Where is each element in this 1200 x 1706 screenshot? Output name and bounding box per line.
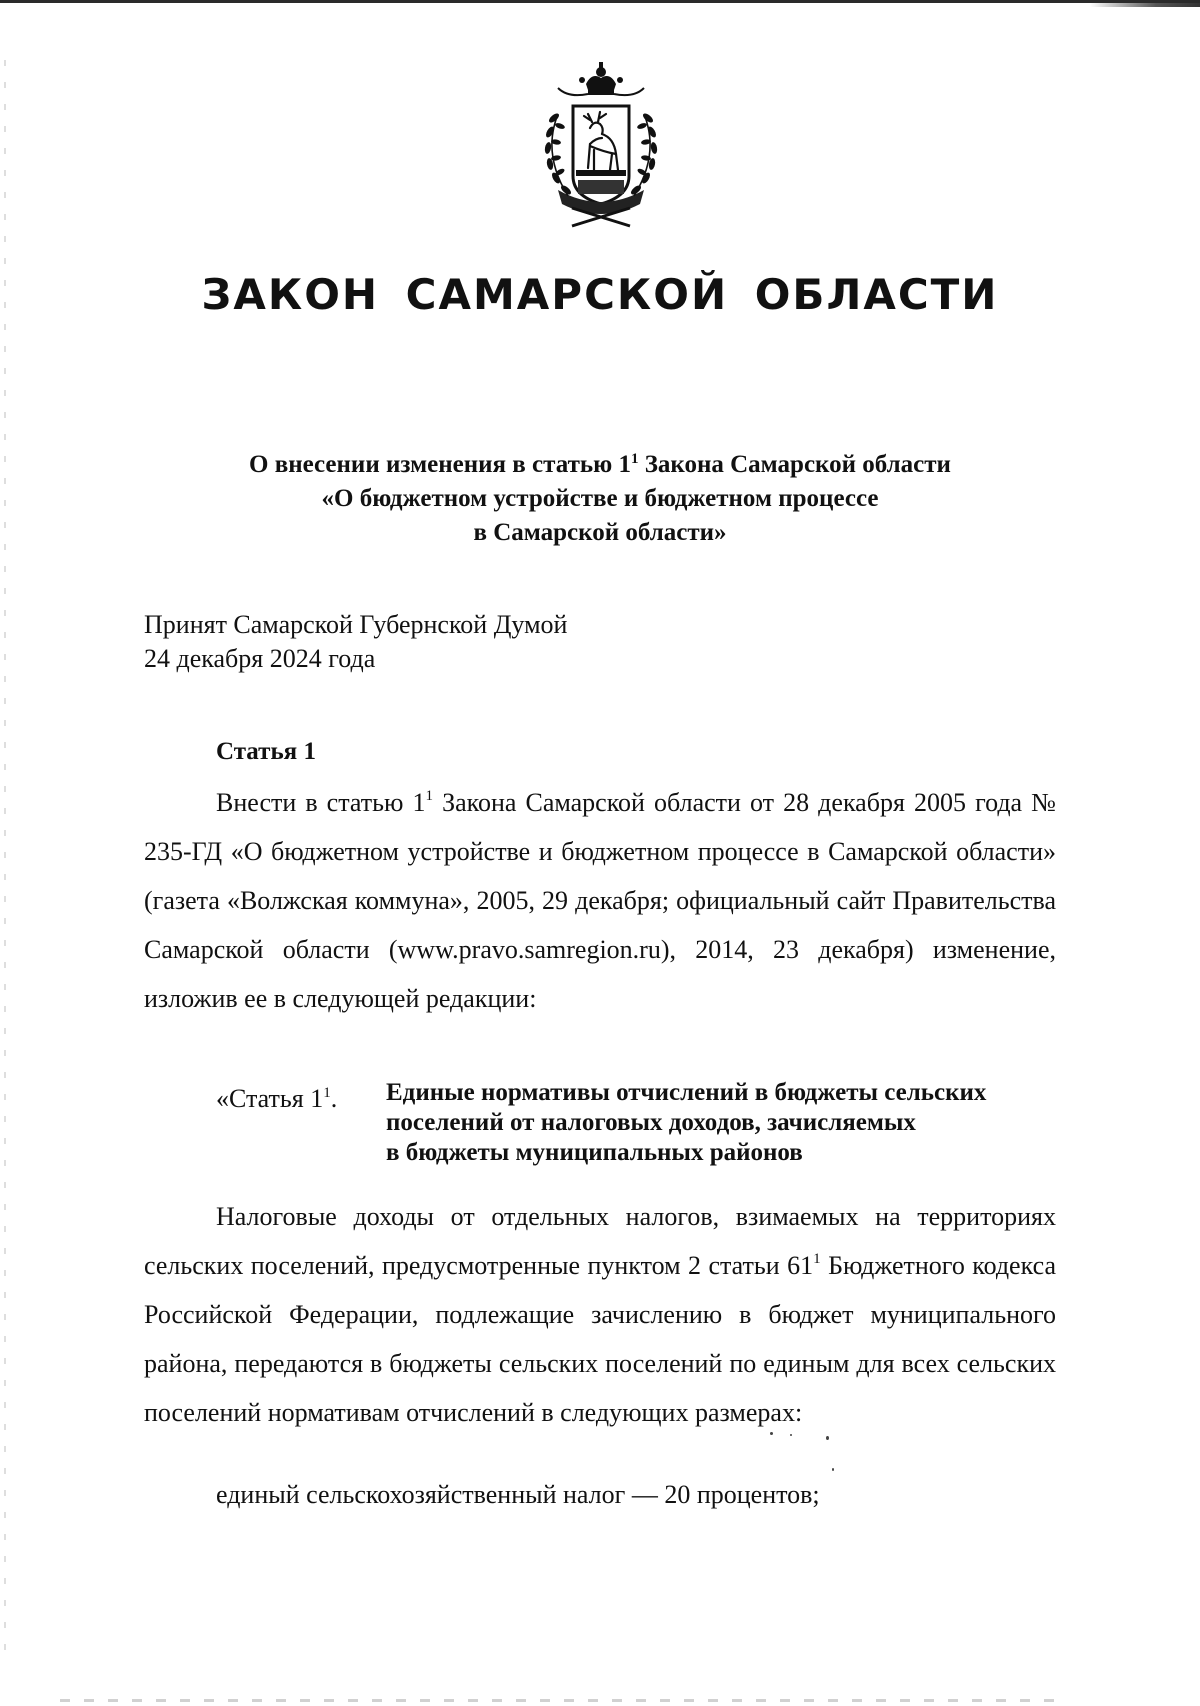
sub-article-title-line-1: Единые нормативы отчислений в бюджеты сельских <box>386 1079 987 1106</box>
article-heading: Статья 1 <box>216 738 316 765</box>
para1-text-b: Закона Самарской области от 28 декабря 2005 года № 235-ГД «О бюджетном устройстве и бюджетном процессе в Самарской области» (газета «Волжская коммуна», 2005, 29 декабря; официальный сайт Правительства Самарской области (www.pravo.samregion.ru), 2014, 23 декабря) изменение, изложив ее в следующей редакции: <box>144 788 1056 1013</box>
scan-edge-top <box>0 0 1200 3</box>
sub-article-title-line-3: в бюджеты муниципальных районов <box>386 1139 803 1166</box>
article-paragraph-1 <box>144 778 1056 1023</box>
superscript: 1 <box>630 451 639 467</box>
superscript: 1 <box>813 1251 821 1267</box>
subtitle-line-2: «О бюджетном устройстве и бюджетном процессе <box>321 485 879 512</box>
subtitle-line-1 <box>0 442 1200 482</box>
para1-text-a: Внести в статью 1 <box>216 788 426 817</box>
adoption-line-1: Принят Самарской Губернской Думой <box>144 610 568 639</box>
scan-speck <box>790 1434 792 1436</box>
tax-rate-line: единый сельскохозяйственный налог — 20 процентов; <box>216 1480 820 1509</box>
law-title: ЗАКОН САМАРСКОЙ ОБЛАСТИ <box>201 270 999 319</box>
scan-speck <box>826 1436 829 1440</box>
sub-article-title <box>386 1078 1086 1168</box>
superscript: 1 <box>425 788 433 804</box>
sub-article-title-line-2: поселений от налоговых доходов, зачисляемых <box>386 1109 916 1136</box>
superscript: 1 <box>323 1085 331 1101</box>
article-paragraph-2 <box>144 1192 1056 1437</box>
para2-text-b: Бюджетного кодекса Российской Федерации, подлежащие зачислению в бюджет муниципального района, передаются в бюджеты сельских поселений по единым для всех сельских поселений нормативам отчислений в следующих размерах: <box>144 1251 1056 1427</box>
subtitle-line-1-end: Закона Самарской области <box>638 451 951 478</box>
coat-of-arms-emblem <box>518 58 684 238</box>
scan-speck <box>770 1432 773 1435</box>
adoption-note <box>144 608 567 676</box>
para2-text-a: Налоговые доходы от отдельных налогов, взимаемых на территориях сельских поселений, предусмотренные пунктом 2 статьи 61 <box>144 1202 1056 1280</box>
scan-speck <box>832 1468 834 1471</box>
subtitle-line-3: в Самарской области» <box>473 519 727 546</box>
law-subtitle <box>0 442 1200 550</box>
sub-article-label <box>216 1078 337 1114</box>
sub-article-label-dot: . <box>330 1084 338 1113</box>
scan-edge-bottom <box>60 1699 1060 1702</box>
subtitle-line-1-text: О внесении изменения в статью 1 <box>249 451 631 478</box>
scan-edge-mark <box>1090 3 1200 7</box>
adoption-date: 24 декабря 2024 года <box>144 644 376 673</box>
sub-article-label-text: «Статья 1 <box>216 1084 324 1113</box>
